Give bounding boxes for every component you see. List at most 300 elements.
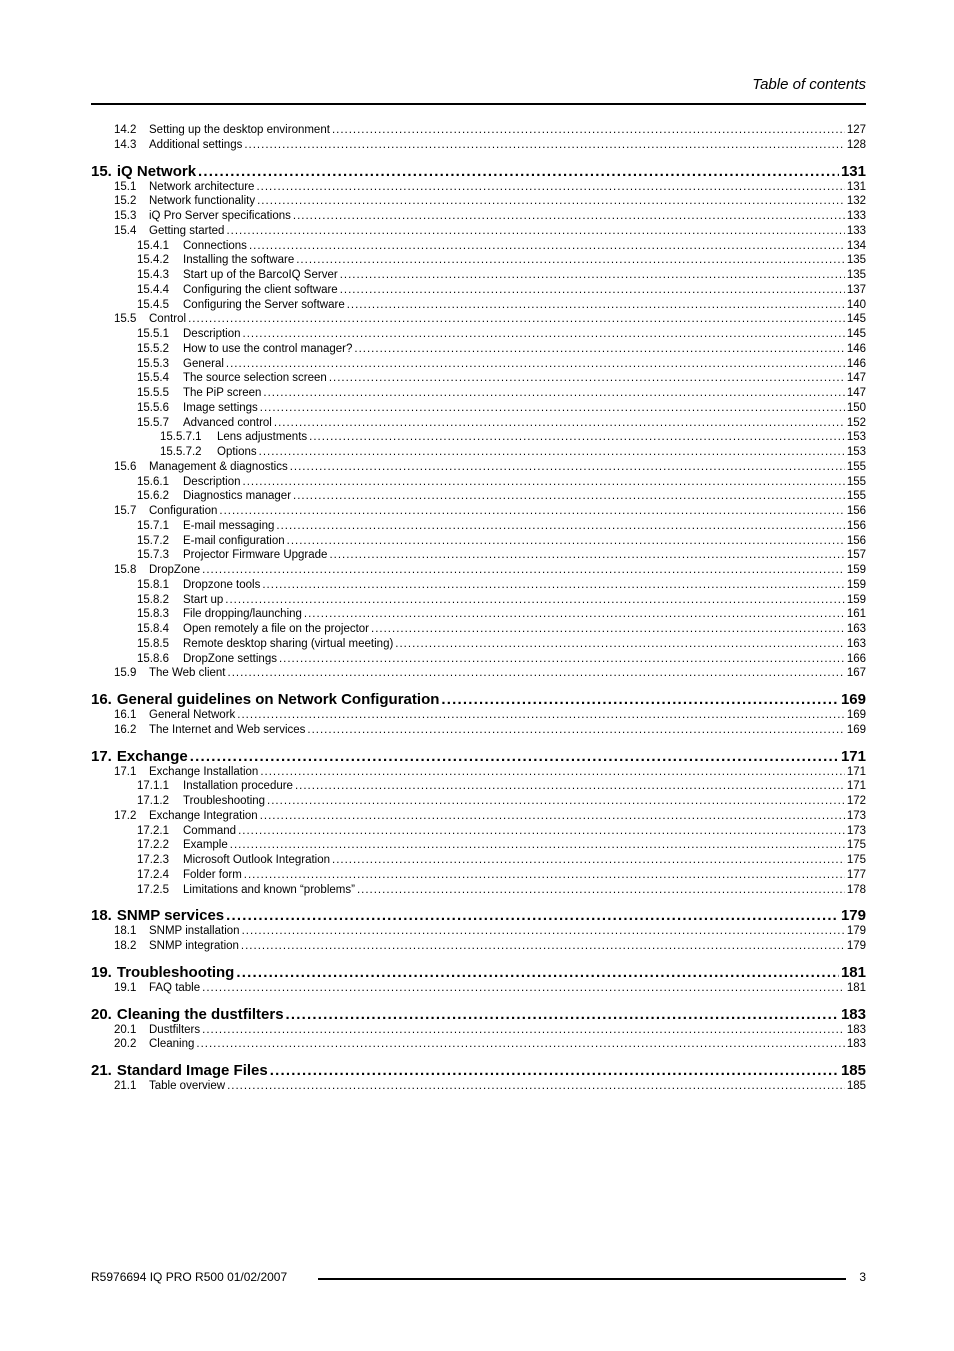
toc-entry-title: Cleaning the dustfilters [116, 1005, 284, 1023]
toc-entry-title: DropZone settings [183, 652, 277, 665]
toc-entry[interactable] [91, 504, 866, 519]
toc-entry[interactable] [91, 708, 866, 723]
toc-entry-page: 181 [840, 963, 866, 981]
toc-entry-number: 17.2.1 [137, 824, 169, 837]
toc-leader-dots [190, 748, 839, 765]
toc-leader-dots [225, 593, 845, 608]
toc-entry[interactable] [91, 268, 866, 283]
toc-entry[interactable] [91, 779, 866, 794]
toc-entry-number: 15.6.2 [137, 490, 169, 503]
toc-entry-page: 183 [846, 1023, 866, 1036]
toc-entry-number: 15.5.6 [137, 401, 169, 414]
toc-entry-page: 131 [846, 180, 866, 193]
toc-entry-title: Configuration [149, 505, 218, 517]
toc-leader-dots [263, 386, 844, 401]
toc-entry[interactable] [91, 637, 866, 652]
toc-entry[interactable] [91, 357, 866, 372]
toc-entry-page: 171 [846, 780, 866, 793]
toc-entry-number: 18. [91, 907, 112, 925]
toc-entry-number: 15.8 [114, 564, 137, 576]
toc-entry-title: General [183, 357, 224, 370]
toc-entry[interactable] [91, 1037, 866, 1052]
toc-leader-dots [307, 723, 844, 738]
toc-leader-dots [202, 981, 845, 996]
toc-entry-page: 156 [846, 534, 866, 547]
toc-entry-page: 147 [846, 372, 866, 385]
toc-entry[interactable] [91, 809, 866, 824]
toc-entry-number: 15.6 [114, 460, 137, 473]
table-of-contents [91, 123, 866, 1094]
toc-leader-dots [249, 239, 845, 254]
toc-entry-title: Folder form [183, 868, 242, 881]
toc-leader-dots [237, 708, 845, 723]
toc-entry-number: 20.1 [114, 1023, 137, 1036]
toc-leader-dots [260, 401, 845, 416]
toc-entry-number: 15.7.3 [137, 549, 169, 562]
footer-page-number: 3 [859, 1270, 866, 1284]
toc-entry[interactable] [91, 386, 866, 401]
toc-entry-page: 153 [846, 431, 866, 444]
toc-entry-number: 15.4 [114, 224, 137, 237]
toc-entry[interactable] [91, 416, 866, 431]
toc-entry-number: 17.2.3 [137, 854, 169, 866]
toc-entry-number: 14.3 [114, 138, 137, 151]
toc-entry-page: 155 [846, 475, 866, 488]
toc-entry-number: 21.1 [114, 1080, 137, 1092]
toc-entry[interactable] [91, 1023, 866, 1038]
toc-entry-title: The Internet and Web services [149, 723, 306, 736]
toc-leader-dots [293, 209, 845, 224]
toc-leader-dots [228, 666, 845, 681]
toc-entry-number: 15.8.5 [137, 637, 169, 650]
toc-entry[interactable] [91, 578, 866, 593]
toc-entry-number: 15.5 [114, 313, 137, 326]
toc-entry-page: 177 [846, 868, 866, 881]
toc-entry-number: 15. [91, 162, 112, 180]
toc-entry-number: 15.6.1 [137, 475, 169, 488]
toc-entry-page: 152 [846, 416, 866, 429]
toc-entry[interactable] [91, 224, 866, 239]
toc-entry-title: The source selection screen [183, 372, 327, 385]
toc-leader-dots [259, 445, 845, 460]
toc-leader-dots [260, 765, 844, 780]
toc-entry[interactable] [91, 460, 866, 475]
toc-entry-number: 15.8.6 [137, 652, 169, 665]
toc-entry-page: 145 [846, 328, 866, 340]
toc-entry-page: 185 [846, 1080, 866, 1092]
toc-entry-title: Table overview [149, 1080, 226, 1092]
toc-leader-dots [241, 939, 845, 954]
toc-entry-title: Lens adjustments [217, 431, 308, 444]
toc-entry-page: 150 [846, 401, 866, 414]
toc-leader-dots [243, 475, 845, 490]
toc-entry-number: 17.1 [114, 765, 137, 778]
toc-entry-title: DropZone [149, 564, 201, 576]
toc-entry-page: 128 [846, 138, 866, 151]
toc-entry[interactable] [91, 342, 866, 357]
toc-entry[interactable] [91, 607, 866, 622]
toc-entry-title: General Network [149, 709, 236, 721]
toc-chapter-entry[interactable] [91, 964, 866, 981]
toc-leader-dots [230, 838, 845, 853]
toc-entry-number: 17.2 [114, 809, 137, 822]
toc-entry-page: 183 [840, 1005, 866, 1023]
toc-entry-page: 132 [846, 195, 866, 208]
toc-entry-title: Standard Image Files [116, 1062, 268, 1079]
toc-entry-title: Setting up the desktop environment [149, 124, 330, 136]
toc-leader-dots [395, 637, 845, 652]
toc-leader-dots [257, 194, 845, 209]
toc-entry-page: 185 [840, 1062, 866, 1079]
toc-entry-number: 14.2 [114, 124, 137, 136]
toc-entry[interactable] [91, 475, 866, 490]
toc-entry-title: The Web client [149, 667, 226, 680]
toc-entry-number: 15.4.4 [137, 283, 169, 296]
toc-entry-title: Troubleshooting [116, 963, 235, 981]
toc-leader-dots [354, 342, 844, 357]
toc-entry-title: Diagnostics manager [183, 490, 292, 503]
toc-entry-page: 175 [846, 839, 866, 852]
toc-chapter-entry[interactable] [91, 1062, 866, 1079]
toc-entry-number: 15.4.5 [137, 298, 169, 311]
page-header-title: Table of contents [752, 76, 866, 93]
toc-entry-number: 17.2.2 [137, 839, 169, 852]
toc-leader-dots [293, 489, 845, 504]
toc-entry-number: 19.1 [114, 981, 137, 994]
toc-entry-page: 140 [846, 298, 866, 311]
toc-entry[interactable] [91, 868, 866, 883]
toc-chapter-entry[interactable] [91, 748, 866, 765]
toc-leader-dots [441, 691, 839, 708]
toc-entry-number: 21. [91, 1062, 112, 1079]
toc-entry-number: 15.3 [114, 210, 137, 222]
toc-entry-title: Image settings [183, 401, 258, 414]
toc-entry-title: How to use the control manager? [183, 342, 353, 355]
toc-entry-title: Installation procedure [183, 780, 293, 793]
toc-entry-page: 159 [846, 578, 866, 591]
toc-entry-title: Limitations and known “problems” [183, 883, 355, 896]
toc-entry-page: 133 [846, 224, 866, 237]
toc-entry[interactable] [91, 666, 866, 681]
toc-entry[interactable] [91, 794, 866, 809]
toc-entry-title: Microsoft Outlook Integration [183, 854, 331, 866]
toc-entry-number: 17.2.5 [137, 883, 169, 896]
toc-leader-dots [226, 357, 845, 372]
toc-entry-page: 153 [846, 446, 866, 458]
toc-chapter-entry[interactable] [91, 691, 866, 708]
toc-entry-number: 18.2 [114, 940, 137, 952]
toc-entry-title: SNMP installation [149, 925, 240, 938]
toc-chapter-entry[interactable] [91, 163, 866, 180]
footer-divider [318, 1278, 846, 1280]
toc-entry-page: 135 [846, 254, 866, 267]
toc-entry-title: Cleaning [149, 1038, 195, 1051]
toc-entry[interactable] [91, 534, 866, 549]
toc-entry-page: 145 [846, 313, 866, 326]
toc-entry-page: 146 [846, 357, 866, 370]
toc-leader-dots [371, 622, 845, 637]
toc-entry[interactable] [91, 489, 866, 504]
toc-entry-title: Start up [183, 593, 224, 606]
toc-leader-dots [357, 883, 845, 898]
toc-entry[interactable] [91, 765, 866, 780]
toc-entry-title: FAQ table [149, 981, 201, 994]
toc-leader-dots [276, 519, 844, 534]
toc-leader-dots [329, 371, 845, 386]
toc-entry-page: 163 [846, 623, 866, 635]
toc-leader-dots [279, 652, 845, 667]
toc-entry-title: E-mail messaging [183, 519, 275, 532]
toc-entry[interactable] [91, 180, 866, 195]
toc-entry[interactable] [91, 939, 866, 954]
toc-entry[interactable] [91, 622, 866, 637]
toc-entry[interactable] [91, 138, 866, 153]
toc-entry-page: 127 [846, 124, 866, 136]
toc-chapter-entry[interactable] [91, 907, 866, 924]
toc-entry-title: Management & diagnostics [149, 460, 288, 473]
toc-leader-dots [296, 253, 845, 268]
toc-entry-page: 169 [846, 709, 866, 721]
toc-entry-title: iQ Pro Server specifications [149, 210, 291, 222]
toc-entry-page: 179 [840, 907, 866, 925]
toc-leader-dots [198, 163, 839, 180]
toc-leader-dots [188, 312, 845, 327]
toc-entry[interactable] [91, 430, 866, 445]
toc-leader-dots [332, 853, 845, 868]
toc-leader-dots [244, 868, 845, 883]
toc-entry-title: Configuring the client software [183, 283, 338, 296]
toc-entry-page: 181 [846, 981, 866, 994]
toc-entry-page: 171 [840, 747, 866, 765]
toc-entry-page: 171 [846, 765, 866, 778]
toc-entry[interactable] [91, 723, 866, 738]
toc-entry-number: 19. [91, 963, 112, 981]
toc-entry-number: 17.2.4 [137, 868, 169, 881]
toc-entry-page: 178 [846, 883, 866, 896]
toc-entry-number: 15.5.4 [137, 372, 169, 385]
toc-leader-dots [309, 430, 845, 445]
toc-entry-page: 159 [846, 593, 866, 606]
toc-entry[interactable] [91, 253, 866, 268]
toc-entry-page: 156 [846, 519, 866, 532]
toc-entry-number: 15.8.1 [137, 578, 169, 591]
toc-entry[interactable] [91, 853, 866, 868]
toc-leader-dots [219, 504, 844, 519]
toc-entry-page: 173 [846, 824, 866, 837]
toc-entry-number: 20.2 [114, 1038, 137, 1051]
toc-entry-page: 183 [846, 1038, 866, 1051]
toc-entry-page: 155 [846, 490, 866, 503]
toc-entry-page: 166 [846, 652, 866, 665]
toc-entry-number: 15.8.2 [137, 593, 169, 606]
toc-entry-title: Configuring the Server software [183, 298, 345, 311]
toc-leader-dots [290, 460, 845, 475]
toc-entry-page: 137 [846, 283, 866, 296]
toc-chapter-entry[interactable] [91, 1006, 866, 1023]
footer-document-info: R5976694 IQ PRO R500 01/02/2007 [91, 1270, 288, 1284]
toc-leader-dots [340, 268, 845, 283]
toc-entry-number: 15.4.2 [137, 254, 169, 267]
toc-entry-title: Remote desktop sharing (virtual meeting) [183, 637, 394, 650]
toc-entry[interactable] [91, 194, 866, 209]
toc-entry-number: 17.1.2 [137, 795, 169, 807]
toc-entry-title: Start up of the BarcoIQ Server [183, 269, 338, 281]
toc-entry[interactable] [91, 548, 866, 563]
toc-entry[interactable] [91, 283, 866, 298]
toc-entry-number: 16. [91, 691, 112, 708]
toc-entry-page: 167 [846, 667, 866, 680]
toc-entry[interactable] [91, 519, 866, 534]
toc-entry-page: 131 [840, 162, 866, 180]
toc-entry-title: Network architecture [149, 180, 255, 193]
toc-leader-dots [270, 1062, 839, 1079]
toc-entry[interactable] [91, 563, 866, 578]
toc-entry-number: 15.5.3 [137, 357, 169, 370]
toc-entry[interactable] [91, 593, 866, 608]
toc-entry-page: 159 [846, 564, 866, 576]
toc-entry[interactable] [91, 312, 866, 327]
toc-entry[interactable] [91, 327, 866, 342]
toc-entry-page: 135 [846, 269, 866, 281]
toc-entry[interactable] [91, 123, 866, 138]
toc-entry-title: Advanced control [183, 416, 272, 429]
toc-leader-dots [329, 548, 844, 563]
toc-entry-page: 163 [846, 637, 866, 650]
toc-entry-page: 173 [846, 809, 866, 822]
toc-leader-dots [340, 283, 845, 298]
toc-entry-page: 156 [846, 505, 866, 517]
toc-entry-number: 15.5.2 [137, 342, 169, 355]
toc-entry-title: Example [183, 839, 228, 852]
toc-entry-title: Description [183, 328, 241, 340]
toc-entry-number: 15.8.3 [137, 608, 169, 621]
toc-entry-number: 15.7.2 [137, 534, 169, 547]
toc-leader-dots [243, 327, 845, 342]
toc-entry-title: Command [183, 824, 237, 837]
toc-leader-dots [226, 224, 844, 239]
toc-entry[interactable] [91, 838, 866, 853]
toc-leader-dots [267, 794, 845, 809]
toc-entry-page: 134 [846, 239, 866, 252]
toc-entry-number: 15.4.1 [137, 239, 169, 252]
toc-entry-title: iQ Network [116, 162, 197, 180]
toc-leader-dots [295, 779, 845, 794]
toc-leader-dots [304, 607, 845, 622]
toc-entry-page: 172 [846, 795, 866, 807]
toc-entry-title: File dropping/launching [183, 608, 302, 621]
toc-leader-dots [347, 298, 845, 313]
toc-entry-page: 169 [846, 723, 866, 736]
toc-entry-title: SNMP integration [149, 940, 239, 952]
toc-entry-page: 155 [846, 460, 866, 473]
toc-entry[interactable] [91, 981, 866, 996]
toc-entry-number: 15.5.7.2 [160, 446, 202, 458]
toc-entry-page: 146 [846, 342, 866, 355]
toc-entry-title: E-mail configuration [183, 534, 285, 547]
toc-entry-page: 157 [846, 549, 866, 562]
toc-entry-number: 16.1 [114, 709, 137, 721]
toc-entry-title: Troubleshooting [183, 795, 266, 807]
toc-entry-title: Control [149, 313, 187, 326]
toc-entry-title: Getting started [149, 224, 225, 237]
toc-entry[interactable] [91, 239, 866, 254]
toc-leader-dots [244, 138, 844, 153]
toc-entry-title: SNMP services [116, 907, 225, 925]
toc-entry-page: 169 [840, 691, 866, 708]
toc-entry-title: Open remotely a file on the projector [183, 623, 370, 635]
toc-leader-dots [202, 563, 845, 578]
toc-entry[interactable] [91, 824, 866, 839]
toc-entry-title: Exchange Integration [149, 809, 258, 822]
toc-leader-dots [262, 578, 844, 593]
toc-leader-dots [274, 416, 845, 431]
toc-entry-title: Additional settings [149, 138, 243, 151]
toc-leader-dots [242, 924, 845, 939]
toc-entry-page: 133 [846, 210, 866, 222]
toc-entry-number: 15.2 [114, 195, 137, 208]
toc-entry[interactable] [91, 209, 866, 224]
toc-entry-number: 15.5.5 [137, 387, 169, 399]
toc-entry-page: 179 [846, 940, 866, 952]
toc-entry[interactable] [91, 924, 866, 939]
toc-entry-number: 15.9 [114, 667, 137, 680]
toc-entry-page: 175 [846, 854, 866, 866]
toc-leader-dots [236, 964, 839, 981]
toc-entry-title: Projector Firmware Upgrade [183, 549, 328, 562]
toc-leader-dots [260, 809, 845, 824]
toc-entry-title: Network functionality [149, 195, 256, 208]
toc-entry-title: General guidelines on Network Configuration [116, 691, 440, 708]
toc-leader-dots [196, 1037, 844, 1052]
toc-entry[interactable] [91, 652, 866, 667]
toc-entry-page: 147 [846, 387, 866, 399]
toc-entry[interactable] [91, 883, 866, 898]
toc-entry[interactable] [91, 445, 866, 460]
toc-leader-dots [202, 1023, 845, 1038]
toc-entry-number: 15.1 [114, 180, 137, 193]
toc-leader-dots [332, 123, 845, 138]
toc-entry-title: Installing the software [183, 254, 295, 267]
toc-entry-title: Dropzone tools [183, 578, 261, 591]
toc-entry-title: The PiP screen [183, 387, 262, 399]
toc-entry-number: 16.2 [114, 723, 137, 736]
toc-entry-number: 20. [91, 1005, 112, 1023]
toc-entry[interactable] [91, 371, 866, 386]
toc-entry-number: 15.5.7 [137, 416, 169, 429]
header-divider [91, 103, 866, 105]
toc-leader-dots [256, 180, 844, 195]
toc-entry-number: 15.5.1 [137, 328, 169, 340]
toc-entry-title: Connections [183, 239, 247, 252]
toc-entry[interactable] [91, 401, 866, 416]
toc-entry-number: 17. [91, 747, 112, 765]
toc-entry-number: 15.4.3 [137, 269, 169, 281]
toc-entry-title: Exchange Installation [149, 765, 259, 778]
toc-entry[interactable] [91, 298, 866, 313]
toc-entry-title: Options [217, 446, 257, 458]
toc-entry-number: 15.8.4 [137, 623, 169, 635]
toc-entry-number: 15.5.7.1 [160, 431, 202, 444]
toc-entry-page: 179 [846, 925, 866, 938]
toc-entry-title: Exchange [116, 747, 188, 765]
toc-leader-dots [226, 907, 839, 924]
toc-entry-number: 17.1.1 [137, 780, 169, 793]
toc-entry-title: Dustfilters [149, 1023, 201, 1036]
toc-leader-dots [227, 1079, 845, 1094]
toc-leader-dots [286, 1006, 839, 1023]
toc-entry-number: 18.1 [114, 925, 137, 938]
toc-entry[interactable] [91, 1079, 866, 1094]
